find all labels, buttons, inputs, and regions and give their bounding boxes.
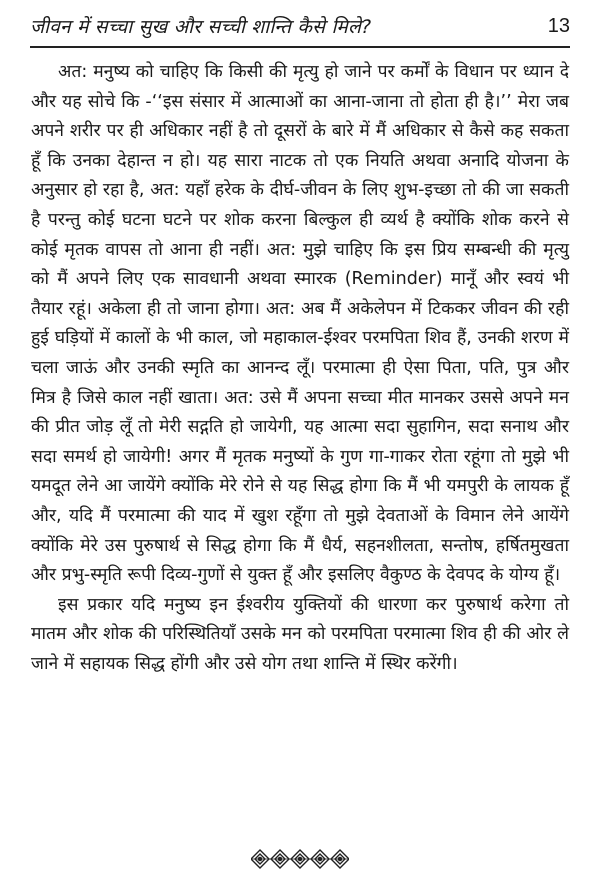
floral-ornament-icon <box>251 848 349 870</box>
page-number: 13 <box>547 14 570 37</box>
footer-ornament <box>0 848 600 870</box>
running-header <box>30 6 570 48</box>
body-text <box>31 58 569 679</box>
paragraph-1: अत: मनुष्य को चाहिए कि किसी की मृत्यु हो जाने पर कर्मों के विधान पर ध्यान दे और यह सोचे कि -‘‘इस संसार में आत्माओं का आना-जाना तो होता ही है।’’ मेरा जब अपने शरीर पर ही अधिकार नहीं है तो दूसरों के बारे में मैं अधिकार से कैसे कह सकता हूँ कि उनका देहान्त न हो। यह सारा नाटक तो एक नियति अथवा अनादि योजना के अनुसार हो रहा है, अत: यहाँ हरेक के दीर्घ-जीवन के लिए शुभ-इच्छा तो की जा सकती है परन्तु कोई घटना घटने पर शोक करना बिल्कुल ही व्यर्थ है क्योंकि शोक करने से कोई मृतक वापस तो आना ही नहीं। अत: मुझे चाहिए कि इस प्रिय सम्बन्धी की मृत्यु को मैं अपने लिए एक सावधानी अथवा स्मारक (Reminder) मानूँ और स्वयं भी तैयार रहूं। अकेला ही तो जाना होगा। अत: अब मैं अकेलेपन में टिककर जीवन की रही हुई घड़ियों में कालों के भी काल, जो महाकाल-ईश्वर परमपिता शिव हैं, उनकी शरण में चला जाऊं और उनकी स्मृति का आनन्द लूँ। परमात्मा ही ऐसा पिता, पति, पुत्र और मित्र है जिसे काल नहीं खाता। अत: उसे मैं अपना सच्चा मीत मानकर उससे अपने मन की प्रीत जोड़ लूँ तो मेरी सद्गति हो जायेगी, यह आत्मा सदा सुहागिन, सदा सनाथ और सदा समर्थ हो जायेगी! अगर मैं मृतक मनुष्यों के गुण गा-गाकर रोता रहूंगा तो मुझे भी यमदूत लेने आ जायेंगे क्योंकि मेरे रोने से यह सिद्ध होगा कि मैं भी यमपुरी के लायक हूँ और, यदि मैं परमात्मा की याद में खुश रहूँगा तो मुझे देवताओं के विमान लेने आयेंगे क्योंकि मेरे उस पुरुषार्थ से सिद्ध होगा कि मैं धैर्य, सहनशीलता, सन्तोष, हर्षितमुखता और प्रभु-स्मृति रूपी दिव्य-गुणों से युक्त हूँ और इसलिए वैकुण्ठ के देवपद के योग्य हूँ। <box>31 62 569 586</box>
paragraph-2: इस प्रकार यदि मनुष्य इन ईश्वरीय युक्तियों की धारणा कर पुरुषार्थ करेगा तो मातम और शोक की परिस्थितियाँ उसके मन को परमपिता परमात्मा शिव ही की ओर ले जाने में सहायक सिद्ध होंगी और उसे योग तथा शान्ति में स्थिर करेंगी। <box>31 594 569 674</box>
running-header-title: जीवन में सच्चा सुख और सच्ची शान्ति कैसे मिले? <box>30 16 372 38</box>
